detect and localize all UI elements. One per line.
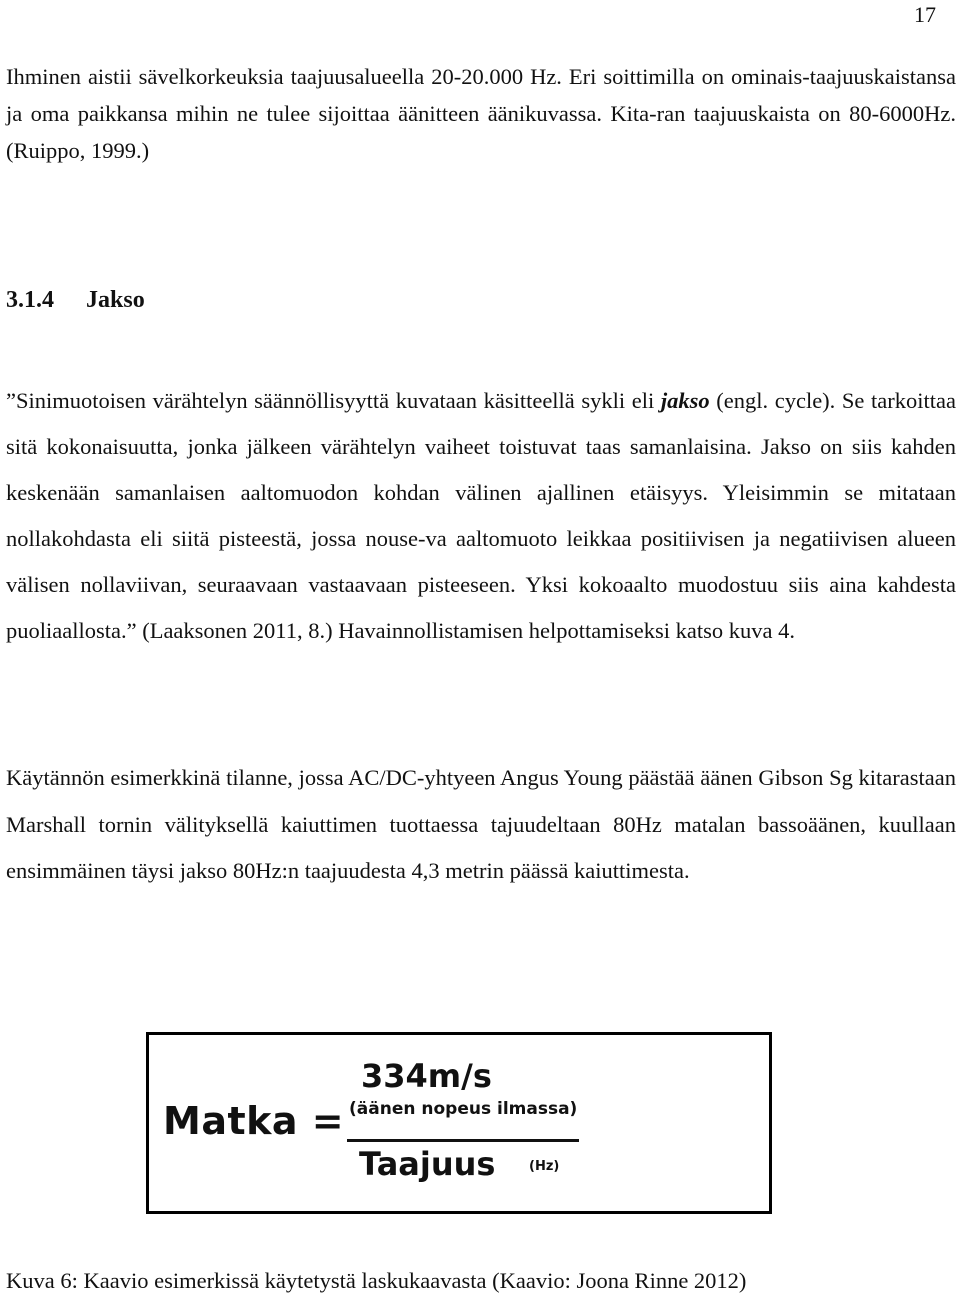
- paragraph-cycle-text-start: ”Sinimuotoisen värähtelyn säännöllisyyttä kuvataan käsitteellä sykli eli: [6, 388, 661, 413]
- formula-figure: [146, 1032, 772, 1214]
- formula-numerator-note: (äänen nopeus ilmassa): [349, 1099, 578, 1119]
- section-title: Jakso: [86, 287, 145, 313]
- section-heading: [6, 287, 145, 314]
- formula-denominator: Taajuus: [359, 1145, 496, 1183]
- section-number: 3.1.4: [6, 287, 54, 313]
- paragraph-cycle-text-rest: (engl. cycle). Se tarkoittaa sitä kokonaisuutta, jonka jälkeen värähtelyn vaiheet toistuvat taas samanlaisina. Jakso on siis kahden keskenään samanlaisen aaltomuodon kohdan välinen ajallinen etäisyys. Yleisimmin se mitataan nollakohdasta eli siitä pisteestä, jossa nouse-va aaltomuoto leikkaa positiivisen ja negatiivisen alueen välisen nollaviivan, seuraavaan vastaavaan pisteeseen. Yksi kokoaalto muodostuu siis aina kahdesta puoliaallosta.” (Laaksonen 2011, 8.) Havainnollistamisen helpottamiseksi katso kuva 4.: [6, 388, 956, 643]
- formula-denominator-note: (Hz): [529, 1159, 560, 1174]
- paragraph-example: Käytännön esimerkkinä tilanne, jossa AC/DC-yhtyeen Angus Young päästää äänen Gibson Sg kitarastaan Marshall tornin välityksellä kaiuttimen tuottaessa tajuudeltaan 80Hz matalan bassoäänen, kuullaan ensimmäinen täysi jakso 80Hz:n taajuudesta 4,3 metrin päässä kaiuttimesta.: [6, 765, 956, 883]
- fraction-line: [347, 1139, 579, 1142]
- page-number: 17: [914, 2, 936, 27]
- paragraph-hearing-range: Ihminen aistii sävelkorkeuksia taajuusalueella 20-20.000 Hz. Eri soittimilla on ominais-taajuuskaistansa ja oma paikkansa mihin ne tulee sijoittaa äänitteen äänikuvassa. Kita-ran taajuuskaista on 80-6000Hz. (Ruippo, 1999.): [6, 64, 956, 163]
- formula-numerator: 334m/s: [361, 1057, 492, 1095]
- term-jakso: jakso: [660, 388, 710, 413]
- paragraph-cycle-definition: [6, 378, 956, 654]
- figure-caption: Kuva 6: Kaavio esimerkissä käytetystä laskukaavasta (Kaavio: Joona Rinne 2012): [6, 1268, 747, 1293]
- formula-left-side: Matka =: [163, 1099, 345, 1143]
